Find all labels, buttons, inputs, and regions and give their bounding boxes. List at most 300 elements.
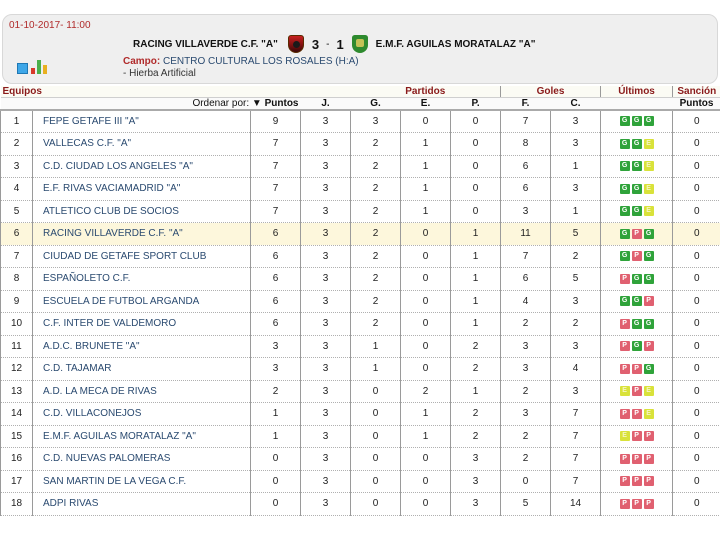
points: 6 [251, 268, 301, 291]
last-results [601, 403, 673, 426]
sanction-points: 0 [673, 155, 720, 178]
form-badges [620, 364, 654, 374]
form-badges [620, 431, 654, 441]
position: 14 [1, 403, 33, 426]
form-badge-win-icon: G [644, 319, 654, 329]
won: 3 [351, 110, 401, 133]
form-badges [620, 274, 654, 284]
drawn: 0 [401, 268, 451, 291]
lost: 1 [451, 290, 501, 313]
form-badge-win-icon: G [620, 229, 630, 239]
stats-chart-icon[interactable] [17, 59, 49, 75]
goals-for: 5 [501, 493, 551, 516]
won: 2 [351, 200, 401, 223]
column-f[interactable]: F. [501, 98, 551, 111]
form-badge-loss-icon: P [644, 476, 654, 486]
points: 7 [251, 133, 301, 156]
drawn: 1 [401, 403, 451, 426]
last-results [601, 245, 673, 268]
goals-against: 7 [551, 403, 601, 426]
team-name-link[interactable]: C.F. INTER DE VALDEMORO [33, 313, 251, 336]
last-results [601, 268, 673, 291]
column-ultimos [601, 98, 673, 111]
form-badge-loss-icon: P [620, 409, 630, 419]
form-badge-win-icon: G [644, 229, 654, 239]
lost: 3 [451, 493, 501, 516]
venue-info [123, 56, 359, 80]
form-badge-loss-icon: P [620, 319, 630, 329]
goals-against: 1 [551, 200, 601, 223]
team-name-link[interactable]: VALLECAS C.F. "A" [33, 133, 251, 156]
lost: 1 [451, 268, 501, 291]
goals-for: 6 [501, 155, 551, 178]
form-badge-win-icon: G [632, 274, 642, 284]
last-results [601, 155, 673, 178]
form-badges [620, 476, 654, 486]
points: 3 [251, 335, 301, 358]
table-row [1, 155, 720, 178]
form-badge-win-icon: G [644, 251, 654, 261]
table-row [1, 425, 720, 448]
form-badge-win-icon: G [620, 206, 630, 216]
drawn: 0 [401, 448, 451, 471]
sanction-points: 0 [673, 403, 720, 426]
won: 2 [351, 155, 401, 178]
form-badge-draw-icon: E [644, 386, 654, 396]
goals-against: 3 [551, 110, 601, 133]
goals-for: 3 [501, 200, 551, 223]
last-results [601, 335, 673, 358]
drawn: 0 [401, 493, 451, 516]
goals-against: 3 [551, 290, 601, 313]
lost: 0 [451, 110, 501, 133]
position: 15 [1, 425, 33, 448]
form-badge-win-icon: G [632, 296, 642, 306]
won: 2 [351, 133, 401, 156]
goals-for: 3 [501, 335, 551, 358]
played: 3 [301, 335, 351, 358]
goals-against: 3 [551, 380, 601, 403]
goals-for: 3 [501, 403, 551, 426]
group-header-row [1, 86, 720, 98]
goals-against: 7 [551, 425, 601, 448]
group-header-ultimos: Últimos [601, 86, 673, 98]
form-badge-win-icon: G [632, 116, 642, 126]
group-header-equipos: Equipos [1, 86, 351, 98]
table-row [1, 223, 720, 246]
won: 0 [351, 470, 401, 493]
form-badge-loss-icon: P [632, 386, 642, 396]
team-name-link[interactable]: E.M.F. AGUILAS MORATALAZ "A" [33, 425, 251, 448]
form-badge-loss-icon: P [644, 341, 654, 351]
team-name-link[interactable]: C.D. TAJAMAR [33, 358, 251, 381]
sanction-points: 0 [673, 448, 720, 471]
form-badge-win-icon: G [644, 116, 654, 126]
played: 3 [301, 493, 351, 516]
table-row [1, 403, 720, 426]
form-badges [620, 251, 654, 261]
won: 0 [351, 493, 401, 516]
won: 2 [351, 223, 401, 246]
goals-for: 8 [501, 133, 551, 156]
form-badge-loss-icon: P [620, 476, 630, 486]
goals-against: 7 [551, 448, 601, 471]
won: 0 [351, 380, 401, 403]
lost: 1 [451, 313, 501, 336]
match-summary [2, 14, 718, 84]
goals-against: 3 [551, 133, 601, 156]
match-datetime: 01-10-2017- 11:00 [9, 20, 91, 31]
team-name-link[interactable]: SAN MARTIN DE LA VEGA C.F. [33, 470, 251, 493]
lost: 1 [451, 380, 501, 403]
table-row [1, 358, 720, 381]
position: 16 [1, 448, 33, 471]
drawn: 1 [401, 425, 451, 448]
drawn: 1 [401, 200, 451, 223]
team-name-link[interactable]: ESPAÑOLETO C.F. [33, 268, 251, 291]
form-badges [620, 229, 654, 239]
form-badge-win-icon: G [620, 296, 630, 306]
position: 17 [1, 470, 33, 493]
last-results [601, 470, 673, 493]
table-row [1, 313, 720, 336]
form-badge-loss-icon: P [632, 476, 642, 486]
form-badges [620, 454, 654, 464]
drawn: 0 [401, 110, 451, 133]
goals-for: 11 [501, 223, 551, 246]
table-row [1, 493, 720, 516]
last-results [601, 425, 673, 448]
form-badge-win-icon: G [620, 161, 630, 171]
team-name-link[interactable]: ADPI RIVAS [33, 493, 251, 516]
form-badge-loss-icon: P [620, 341, 630, 351]
team-name-link[interactable]: RACING VILLAVERDE C.F. "A" [33, 223, 251, 246]
goals-against: 3 [551, 335, 601, 358]
lost: 2 [451, 425, 501, 448]
last-results [601, 358, 673, 381]
goals-for: 2 [501, 380, 551, 403]
goals-against: 14 [551, 493, 601, 516]
points: 0 [251, 470, 301, 493]
goals-against: 1 [551, 155, 601, 178]
played: 3 [301, 290, 351, 313]
form-badge-win-icon: G [620, 184, 630, 194]
position: 5 [1, 200, 33, 223]
drawn: 0 [401, 245, 451, 268]
sanction-points: 0 [673, 110, 720, 133]
standings-table [0, 86, 720, 516]
points: 6 [251, 290, 301, 313]
form-badge-win-icon: G [620, 116, 630, 126]
goals-against: 2 [551, 313, 601, 336]
sanction-points: 0 [673, 493, 720, 516]
team-name-link[interactable]: A.D. LA MECA DE RIVAS [33, 380, 251, 403]
team-name-link[interactable]: ATLETICO CLUB DE SOCIOS [33, 200, 251, 223]
points: 6 [251, 223, 301, 246]
points: 1 [251, 403, 301, 426]
goals-for: 7 [501, 245, 551, 268]
table-row [1, 110, 720, 133]
table-row [1, 380, 720, 403]
played: 3 [301, 268, 351, 291]
drawn: 0 [401, 358, 451, 381]
sanction-points: 0 [673, 178, 720, 201]
form-badge-win-icon: G [632, 139, 642, 149]
played: 3 [301, 200, 351, 223]
form-badge-draw-icon: E [644, 206, 654, 216]
points: 0 [251, 493, 301, 516]
goals-against: 7 [551, 470, 601, 493]
form-badge-loss-icon: P [632, 229, 642, 239]
goals-for: 3 [501, 358, 551, 381]
sanction-points: 0 [673, 200, 720, 223]
last-results [601, 200, 673, 223]
position: 2 [1, 133, 33, 156]
won: 2 [351, 290, 401, 313]
lost: 0 [451, 178, 501, 201]
played: 3 [301, 245, 351, 268]
match-score [312, 37, 344, 52]
team-name-link[interactable]: C.D. VILLACONEJOS [33, 403, 251, 426]
sort-desc-arrow-icon[interactable]: ▼ [251, 98, 262, 109]
lost: 2 [451, 335, 501, 358]
last-results [601, 493, 673, 516]
form-badge-loss-icon: P [632, 251, 642, 261]
form-badge-win-icon: G [632, 206, 642, 216]
form-badge-loss-icon: P [620, 274, 630, 284]
played: 3 [301, 223, 351, 246]
column-g[interactable]: G. [351, 98, 401, 111]
won: 2 [351, 245, 401, 268]
form-badge-loss-icon: P [644, 499, 654, 509]
drawn: 0 [401, 470, 451, 493]
form-badge-win-icon: G [632, 341, 642, 351]
won: 0 [351, 448, 401, 471]
sanction-points: 0 [673, 470, 720, 493]
sanction-points: 0 [673, 313, 720, 336]
position: 1 [1, 110, 33, 133]
form-badge-loss-icon: P [632, 364, 642, 374]
lost: 0 [451, 133, 501, 156]
points: 6 [251, 313, 301, 336]
drawn: 0 [401, 335, 451, 358]
goals-for: 7 [501, 110, 551, 133]
table-row [1, 470, 720, 493]
position: 6 [1, 223, 33, 246]
last-results [601, 380, 673, 403]
position: 7 [1, 245, 33, 268]
points: 7 [251, 155, 301, 178]
sanction-points: 0 [673, 358, 720, 381]
sanction-points: 0 [673, 268, 720, 291]
drawn: 1 [401, 178, 451, 201]
team-name-link[interactable]: C.D. NUEVAS PALOMERAS [33, 448, 251, 471]
table-row [1, 245, 720, 268]
won: 2 [351, 313, 401, 336]
home-goals: 3 [311, 36, 320, 52]
points: 3 [251, 358, 301, 381]
team-name-link[interactable]: A.D.C. BRUNETE "A" [33, 335, 251, 358]
goals-against: 3 [551, 178, 601, 201]
played: 3 [301, 403, 351, 426]
position: 8 [1, 268, 33, 291]
away-team-name[interactable]: E.M.F. AGUILAS MORATALAZ "A" [375, 38, 536, 50]
form-badge-win-icon: G [632, 161, 642, 171]
table-row [1, 335, 720, 358]
form-badge-draw-icon: E [620, 386, 630, 396]
lost: 3 [451, 448, 501, 471]
form-badges [620, 184, 654, 194]
position: 3 [1, 155, 33, 178]
last-results [601, 133, 673, 156]
lost: 0 [451, 200, 501, 223]
last-results [601, 223, 673, 246]
team-name-link[interactable]: ESCUELA DE FUTBOL ARGANDA [33, 290, 251, 313]
played: 3 [301, 110, 351, 133]
goals-for: 2 [501, 448, 551, 471]
form-badge-loss-icon: P [632, 499, 642, 509]
form-badges [620, 161, 654, 171]
last-results [601, 290, 673, 313]
form-badges [620, 499, 654, 509]
group-header-sancion: Sanción [673, 86, 720, 98]
goals-against: 5 [551, 223, 601, 246]
table-row [1, 448, 720, 471]
team-name-link[interactable]: E.F. RIVAS VACIAMADRID "A" [33, 178, 251, 201]
form-badge-loss-icon: P [632, 409, 642, 419]
lost: 3 [451, 470, 501, 493]
sanction-points: 0 [673, 380, 720, 403]
sanction-points: 0 [673, 133, 720, 156]
last-results [601, 178, 673, 201]
points: 7 [251, 200, 301, 223]
sort-control[interactable] [1, 98, 301, 111]
table-row [1, 178, 720, 201]
drawn: 0 [401, 313, 451, 336]
last-results [601, 448, 673, 471]
column-j[interactable]: J. [301, 98, 351, 111]
position: 4 [1, 178, 33, 201]
drawn: 2 [401, 380, 451, 403]
form-badges [620, 139, 654, 149]
form-badge-win-icon: G [632, 184, 642, 194]
position: 18 [1, 493, 33, 516]
goals-against: 5 [551, 268, 601, 291]
form-badges [620, 296, 654, 306]
form-badge-win-icon: G [644, 364, 654, 374]
drawn: 1 [401, 133, 451, 156]
score-separator: - [326, 38, 330, 50]
home-team-name[interactable]: RACING VILLAVERDE C.F. "A" [133, 38, 278, 50]
group-header-partidos: Partidos [351, 86, 501, 98]
form-badge-loss-icon: P [644, 454, 654, 464]
won: 2 [351, 268, 401, 291]
column-c[interactable]: C. [551, 98, 601, 111]
played: 3 [301, 358, 351, 381]
table-row [1, 290, 720, 313]
column-e[interactable]: E. [401, 98, 451, 111]
form-badge-loss-icon: P [620, 499, 630, 509]
form-badge-loss-icon: P [644, 296, 654, 306]
position: 10 [1, 313, 33, 336]
played: 3 [301, 425, 351, 448]
lost: 2 [451, 358, 501, 381]
form-badges [620, 341, 654, 351]
goals-for: 0 [501, 470, 551, 493]
last-results [601, 110, 673, 133]
table-row [1, 268, 720, 291]
table-row [1, 200, 720, 223]
goals-for: 2 [501, 313, 551, 336]
lost: 2 [451, 403, 501, 426]
played: 3 [301, 448, 351, 471]
standings-body [1, 110, 720, 515]
won: 0 [351, 403, 401, 426]
sanction-points: 0 [673, 223, 720, 246]
sanction-points: 0 [673, 425, 720, 448]
drawn: 0 [401, 223, 451, 246]
column-header-row [1, 98, 720, 111]
points: 2 [251, 380, 301, 403]
form-badges [620, 116, 654, 126]
sanction-points: 0 [673, 335, 720, 358]
lost: 0 [451, 155, 501, 178]
goals-for: 6 [501, 178, 551, 201]
venue-name: CENTRO CULTURAL LOS ROSALES (H:A) [163, 56, 359, 67]
venue-surface: - Hierba Artificial [123, 68, 196, 79]
team-name-link[interactable]: FEPE GETAFE III "A" [33, 110, 251, 133]
form-badge-draw-icon: E [644, 161, 654, 171]
form-badge-draw-icon: E [644, 409, 654, 419]
form-badge-loss-icon: P [644, 431, 654, 441]
form-badge-draw-icon: E [620, 431, 630, 441]
form-badge-win-icon: G [632, 319, 642, 329]
points: 0 [251, 448, 301, 471]
goals-for: 6 [501, 268, 551, 291]
team-name-link[interactable]: CIUDAD DE GETAFE SPORT CLUB [33, 245, 251, 268]
points: 6 [251, 245, 301, 268]
form-badges [620, 206, 654, 216]
played: 3 [301, 133, 351, 156]
venue-label: Campo: [123, 56, 161, 67]
lost: 1 [451, 245, 501, 268]
form-badge-loss-icon: P [632, 454, 642, 464]
points: 7 [251, 178, 301, 201]
last-results [601, 313, 673, 336]
group-header-goles: Goles [501, 86, 601, 98]
played: 3 [301, 155, 351, 178]
form-badges [620, 319, 654, 329]
goals-for: 2 [501, 425, 551, 448]
lost: 1 [451, 223, 501, 246]
played: 3 [301, 380, 351, 403]
position: 9 [1, 290, 33, 313]
position: 11 [1, 335, 33, 358]
form-badges [620, 386, 654, 396]
form-badge-win-icon: G [644, 274, 654, 284]
column-p[interactable]: P. [451, 98, 501, 111]
played: 3 [301, 470, 351, 493]
form-badge-draw-icon: E [644, 184, 654, 194]
goals-against: 2 [551, 245, 601, 268]
position: 12 [1, 358, 33, 381]
column-sancion-puntos[interactable]: Puntos [673, 98, 720, 111]
team-name-link[interactable]: C.D. CIUDAD LOS ANGELES "A" [33, 155, 251, 178]
won: 1 [351, 358, 401, 381]
drawn: 1 [401, 155, 451, 178]
sort-column-puntos[interactable]: Puntos [264, 98, 299, 109]
form-badge-draw-icon: E [644, 139, 654, 149]
